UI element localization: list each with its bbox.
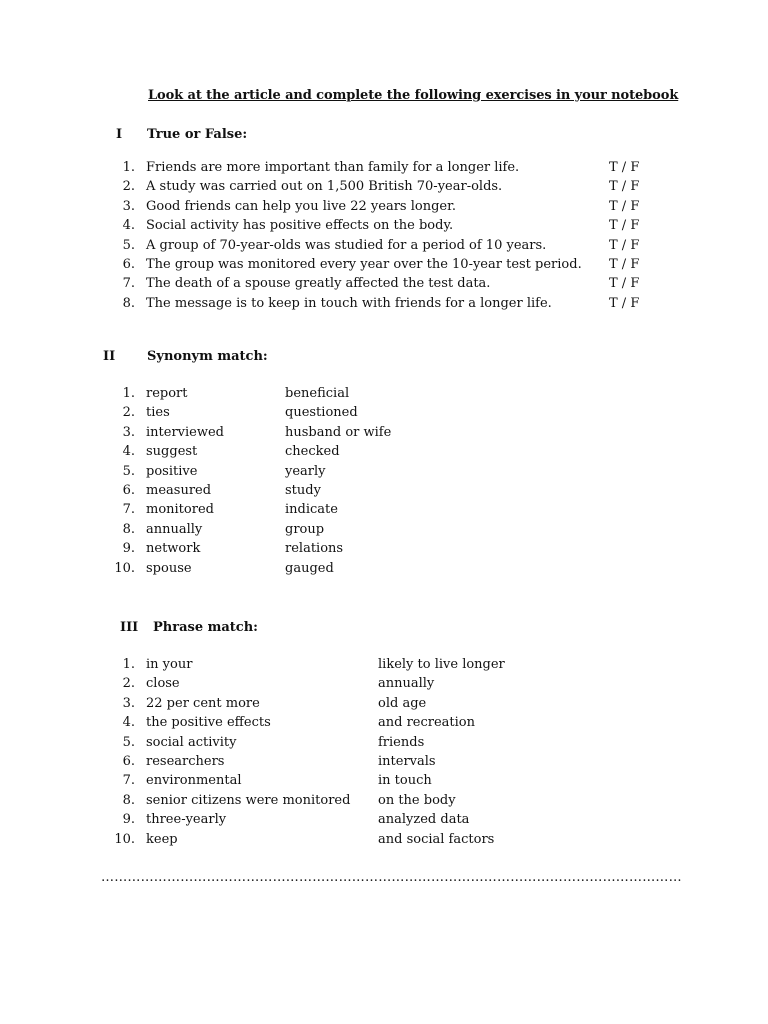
item-number: 3.: [122, 695, 135, 711]
item-number: 6.: [122, 482, 135, 498]
phrase-right: intervals: [378, 753, 436, 769]
phrase-left: environmental: [146, 773, 242, 789]
list-item: [0, 773, 768, 792]
item-number: 9.: [122, 541, 135, 557]
word-right: yearly: [285, 463, 326, 479]
word-right: study: [285, 482, 321, 498]
section-numeral: II: [103, 349, 116, 364]
word-right: relations: [285, 541, 344, 557]
word-right: questioned: [285, 405, 358, 421]
word-left: interviewed: [146, 424, 224, 440]
list-item: [0, 386, 768, 405]
item-number: 4.: [122, 218, 135, 234]
item-number: 7.: [122, 773, 135, 789]
true-false-choice: T / F: [609, 295, 640, 311]
word-right: group: [285, 521, 325, 537]
item-number: 2.: [122, 405, 135, 421]
section-numeral: I: [116, 127, 123, 142]
list-item: [0, 832, 768, 851]
phrase-right: analyzed data: [378, 812, 470, 828]
list-item: [0, 218, 768, 237]
item-number: 2.: [122, 179, 135, 195]
item-number: 4.: [122, 444, 135, 460]
list-item: [0, 160, 768, 179]
list-item: [0, 444, 768, 463]
true-false-list: [0, 160, 768, 315]
item-number: 1.: [122, 657, 135, 672]
list-item: [0, 238, 768, 257]
list-item: [0, 483, 768, 502]
statement-text: The group was monitored every year over the 10-year test period.: [146, 256, 582, 272]
item-number: 9.: [122, 812, 135, 828]
true-false-choice: T / F: [609, 179, 640, 195]
word-right: checked: [285, 444, 340, 460]
item-number: 1.: [122, 160, 135, 175]
word-left: ties: [146, 405, 170, 421]
section-label: Phrase match:: [153, 620, 258, 635]
item-number: 7.: [122, 276, 135, 292]
phrase-right: old age: [378, 695, 427, 711]
phrase-right: and recreation: [378, 715, 476, 731]
list-item: [0, 464, 768, 483]
word-left: report: [146, 386, 188, 401]
item-number: 10.: [114, 831, 135, 847]
true-false-choice: T / F: [609, 276, 640, 292]
item-number: 6.: [122, 753, 135, 769]
list-item: [0, 425, 768, 444]
statement-text: Friends are more important than family for a longer life.: [146, 160, 520, 175]
section-synonym-heading: [103, 349, 303, 367]
list-item: [0, 541, 768, 560]
list-item: [0, 676, 768, 695]
phrase-left: 22 per cent more: [146, 695, 260, 711]
list-item: [0, 296, 768, 315]
item-number: 2.: [122, 676, 135, 692]
true-false-choice: T / F: [609, 256, 640, 272]
word-left: annually: [146, 521, 203, 537]
item-number: 3.: [122, 198, 135, 214]
word-left: suggest: [146, 444, 198, 460]
item-number: 5.: [122, 734, 135, 750]
phrase-left: three-yearly: [146, 812, 227, 828]
section-label: Synonym match:: [147, 349, 268, 364]
list-item: [0, 696, 768, 715]
word-right: beneficial: [285, 386, 350, 401]
item-number: 4.: [122, 715, 135, 731]
phrase-left: senior citizens were monitored: [146, 792, 351, 808]
list-item: [0, 179, 768, 198]
true-false-choice: T / F: [609, 218, 640, 234]
phrase-left: the positive effects: [146, 715, 271, 731]
section-true-false-heading: [116, 127, 316, 145]
true-false-choice: T / F: [609, 237, 640, 253]
list-item: [0, 522, 768, 541]
item-number: 6.: [122, 256, 135, 272]
dotted-divider: ……………………………………………………………………………………………………………………: [101, 870, 682, 885]
item-number: 8.: [122, 792, 135, 808]
item-number: 7.: [122, 502, 135, 518]
phrase-left: close: [146, 676, 180, 692]
phrase-right: annually: [378, 676, 435, 692]
word-right: indicate: [285, 502, 338, 518]
list-item: [0, 199, 768, 218]
page-title: Look at the article and complete the following exercises in your notebook: [148, 88, 679, 103]
list-item: [0, 735, 768, 754]
list-item: [0, 715, 768, 734]
phrase-right: on the body: [378, 792, 456, 808]
item-number: 8.: [122, 295, 135, 311]
section-numeral: III: [120, 620, 139, 635]
word-left: measured: [146, 482, 212, 498]
phrase-right: likely to live longer: [378, 657, 505, 672]
statement-text: A group of 70-year-olds was studied for a period of 10 years.: [146, 237, 547, 253]
list-item: [0, 257, 768, 276]
word-left: network: [146, 541, 201, 557]
item-number: 5.: [122, 463, 135, 479]
item-number: 3.: [122, 424, 135, 440]
list-item: [0, 754, 768, 773]
synonym-list: [0, 386, 768, 580]
item-number: 1.: [122, 386, 135, 401]
phrase-right: and social factors: [378, 831, 495, 847]
list-item: [0, 502, 768, 521]
list-item: [0, 812, 768, 831]
statement-text: The message is to keep in touch with friends for a longer life.: [146, 295, 552, 311]
list-item: [0, 793, 768, 812]
word-left: positive: [146, 463, 198, 479]
list-item: [0, 561, 768, 580]
statement-text: Good friends can help you live 22 years longer.: [146, 198, 457, 214]
statement-text: Social activity has positive effects on the body.: [146, 218, 454, 234]
list-item: [0, 657, 768, 676]
phrase-list: [0, 657, 768, 851]
phrase-left: researchers: [146, 753, 225, 769]
item-number: 5.: [122, 237, 135, 253]
item-number: 10.: [114, 560, 135, 576]
phrase-left: keep: [146, 831, 178, 847]
list-item: [0, 405, 768, 424]
word-left: monitored: [146, 502, 214, 518]
statement-text: A study was carried out on 1,500 British 70-year-olds.: [146, 179, 503, 195]
phrase-right: friends: [378, 734, 425, 750]
item-number: 8.: [122, 521, 135, 537]
phrase-left: in your: [146, 657, 193, 672]
section-label: True or False:: [147, 127, 248, 142]
word-left: spouse: [146, 560, 192, 576]
word-right: gauged: [285, 560, 334, 576]
word-right: husband or wife: [285, 424, 392, 440]
phrase-right: in touch: [378, 773, 432, 789]
section-phrase-heading: [120, 620, 320, 638]
statement-text: The death of a spouse greatly affected the test data.: [146, 276, 491, 292]
true-false-choice: T / F: [609, 198, 640, 214]
true-false-choice: T / F: [609, 160, 640, 175]
list-item: [0, 276, 768, 295]
phrase-left: social activity: [146, 734, 237, 750]
